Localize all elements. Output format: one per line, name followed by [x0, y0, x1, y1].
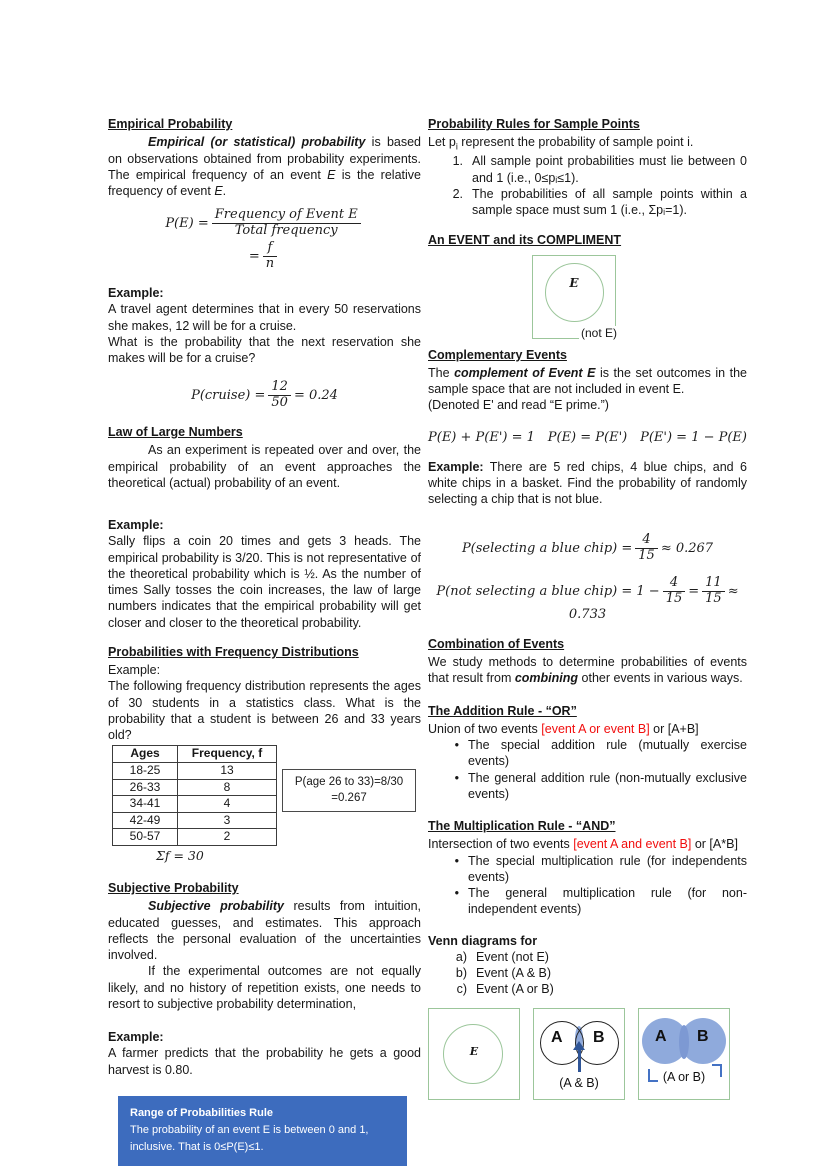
venn-list-heading: Venn diagrams for — [428, 933, 538, 948]
list-item: a) Event (not E) — [455, 949, 549, 964]
venn-diagram-a-or-b — [638, 1008, 730, 1100]
section-empirical-probability — [108, 116, 421, 272]
bullet-item: • The general addition rule (non-mutually exclusive events) — [442, 770, 747, 803]
table-row: 26-33 8 — [113, 779, 277, 796]
list-item: c) Event (A or B) — [456, 982, 554, 997]
section-heading: The Multiplication Rule - “AND” — [428, 819, 616, 834]
section-law-of-large-numbers — [108, 424, 421, 491]
section-event-compliment — [428, 232, 747, 341]
section-example-cruise — [108, 285, 421, 411]
complement-formula-row — [428, 430, 747, 447]
section-addition-rule — [428, 703, 747, 803]
formula: P(E) + P(E') = 1 — [428, 429, 535, 445]
freq-paragraph: The following frequency distribution represents the ages of 30 students in a statistics class. What is the probability that a student is between 26 and 33 years old? — [108, 679, 421, 743]
table-row: 50-57 2 — [113, 829, 277, 846]
section-heading: Subjective Probability — [108, 881, 239, 896]
empirical-paragraph: Empirical (or statistical) probability is based on observations obtained from probability experiments. The empirical frequency of an event E is the relative frequency of event E. — [108, 135, 422, 198]
section-subjective-probability — [108, 880, 421, 1012]
event-complement-diagram — [532, 255, 616, 339]
complementary-denoted-line: (Denoted E' and read “E prime.”) — [428, 398, 609, 413]
section-heading: Probabilities with Frequency Distributions — [108, 644, 359, 659]
intersection-caption: (A & B) — [559, 1075, 599, 1090]
example-label: Example: — [108, 286, 164, 300]
example-label: Example: — [108, 663, 161, 678]
union-caption: (A or B) — [662, 1069, 706, 1084]
multiplication-rule-line: Intersection of two events [event A and event B] or [A*B] — [428, 837, 738, 852]
farmer-paragraph: A farmer predicts that the probability he gets a good harvest is 0.80. — [108, 1046, 421, 1077]
frequency-sum: Σf = 30 — [156, 847, 204, 863]
bullet-item: • The general multiplication rule (for non-independent events) — [442, 885, 747, 918]
bullet-item: • The special addition rule (mutually exercise events) — [442, 737, 747, 770]
empirical-formula: P(E) = $\frac{\text{Frequency of Event E}}{\text{Total frequency}}$ = $\frac{f}{n}$ — [108, 208, 421, 272]
list-item: b) Event (A & B) — [455, 966, 552, 981]
sample-points-list — [428, 153, 747, 218]
section-sample-point-rules — [428, 116, 747, 218]
range-of-probabilities-callout — [118, 1096, 407, 1166]
not-blue-chip-formula: P(not selecting a blue chip) = 1 − $\frac{4}{15}$ = $\frac{11}{15}$ ≈ 0.733 — [436, 575, 739, 623]
left-column — [108, 116, 421, 1166]
event-circle-label: E — [569, 275, 579, 290]
section-heading: Law of Large Numbers — [108, 425, 243, 440]
formula: P(E') = 1 − P(E) — [640, 429, 747, 445]
table-row: 34-41 4 — [113, 796, 277, 813]
frequency-table — [112, 745, 277, 846]
red-highlight-text: [event A and event B] — [573, 837, 692, 852]
subjective-paragraph-1: Subjective probability results from intuition, educated guesses, and estimates. This approach reflects the personal evaluation of the uncertainties involved. — [108, 899, 421, 963]
event-diagram-wrap — [428, 255, 747, 339]
section-heading: Combination of Events — [428, 636, 565, 651]
section-heading: The Addition Rule - “OR” — [428, 703, 577, 718]
sally-paragraph: Sally flips a coin 20 times and gets 3 heads. The empirical probability is 3/20. This is not representative of the theoretical probability which is ½. As the number of times Sally tosses the coin increases, the law of large numbers indicates that the empirical probability will get closer and closer to the theoretical probability. — [108, 534, 421, 630]
section-example-sally — [108, 517, 421, 631]
table-header-row — [113, 746, 277, 763]
col-header-ages: Ages — [113, 746, 178, 763]
chips-paragraph: Example: There are 5 red chips, 4 blue chips, and 6 white chips in a basket. Find the probability of randomly selecting a chip that is not blue. — [428, 459, 747, 507]
section-heading: Probability Rules for Sample Points — [428, 117, 640, 131]
list-item: 1. All sample point probabilities must lie between 0 and 1 (i.e., 0≤pᵢ≤1). — [452, 154, 747, 185]
section-venn-diagrams — [428, 933, 747, 1100]
not-e-label: (not E) — [580, 326, 617, 341]
bullet-item: • The special multiplication rule (for independents events) — [442, 853, 747, 886]
section-multiplication-rule — [428, 818, 747, 918]
bullet-icon: • — [454, 738, 459, 753]
label-b: B — [697, 1027, 709, 1045]
bullet-icon: • — [454, 886, 459, 901]
label-a: A — [551, 1028, 563, 1046]
venn-list — [428, 949, 747, 998]
section-complementary-events — [428, 347, 747, 447]
combination-paragraph: We study methods to determine probabilities of events that result from combining other events in various ways. — [428, 655, 747, 686]
callout-title: Range of Probabilities Rule — [130, 1106, 274, 1119]
example-label: Example: — [108, 1030, 164, 1045]
section-combination-of-events — [428, 636, 747, 687]
formula: P(E) = P(E') — [547, 429, 628, 445]
venn-diagram-a-and-b — [533, 1008, 625, 1100]
blue-chip-formula: P(selecting a blue chip) = $\frac{4}{15}$ ≈ 0.267 — [461, 532, 714, 564]
frequency-table-area — [108, 745, 421, 864]
table-row: 42-49 3 — [113, 812, 277, 829]
section-example-farmer — [108, 1029, 421, 1078]
union-overlap-shade — [679, 1025, 689, 1059]
col-header-frequency: Frequency, f — [178, 746, 277, 763]
addition-rule-bullets — [428, 737, 747, 802]
addition-rule-line: Union of two events [event A or event B] or [A+B] — [428, 721, 699, 736]
list-item: 2. The probabilities of all sample points within a sample space must sum 1 (i.e., Σpᵢ=1). — [452, 186, 747, 218]
subjective-paragraph-2: If the experimental outcomes are not equally likely, and no history of repetition exists, one needs to resort to subjective probability determination, — [108, 964, 421, 1011]
event-circle — [545, 263, 604, 322]
bullet-icon: • — [454, 853, 459, 868]
section-example-chips — [428, 459, 747, 624]
section-heading: Complementary Events — [428, 347, 567, 362]
section-heading: An EVENT and its COMPLIMENT — [428, 233, 622, 248]
example-label: Example: — [108, 518, 164, 533]
venn-diagram-row — [428, 1008, 747, 1100]
callout-body: The probability of an event E is between 0 and 1, inclusive. That is 0≤P(E)≤1. — [130, 1124, 369, 1153]
event-circle-label: E — [469, 1044, 479, 1058]
right-column — [428, 116, 747, 1100]
complementary-paragraph: The complement of Event E is the set outcomes in the sample space that are not included in event E. — [428, 365, 748, 397]
sample-points-intro: Let $p_i$ represent the probability of sample point i. — [428, 135, 694, 152]
cruise-formula: P(cruise) = $\frac{12}{50}$ = 0.24 — [191, 379, 338, 411]
section-heading: Empirical Probability — [108, 117, 233, 131]
loln-paragraph: As an experiment is repeated over and over, the empirical probability of an event approaches the theoretical (actual) probability of an event. — [108, 443, 421, 490]
venn-diagram-not-e — [428, 1008, 520, 1100]
multiplication-rule-bullets — [428, 853, 747, 918]
label-b: B — [593, 1028, 605, 1046]
section-frequency-distributions — [108, 644, 421, 864]
example-text-line1: A travel agent determines that in every 50 reservations she makes, 12 will be for a cruise. — [108, 302, 421, 333]
probability-callout-box: P(age 26 to 33)=8/30 =0.267 — [282, 769, 416, 812]
label-a: A — [655, 1027, 667, 1045]
arrow-stem — [578, 1049, 582, 1072]
bullet-icon: • — [454, 770, 459, 785]
example-text-line2: What is the probability that the next reservation she makes will be for a cruise? — [108, 334, 421, 365]
table-row: 18-25 13 — [113, 762, 277, 779]
red-highlight-text: [event A or event B] — [541, 721, 650, 736]
